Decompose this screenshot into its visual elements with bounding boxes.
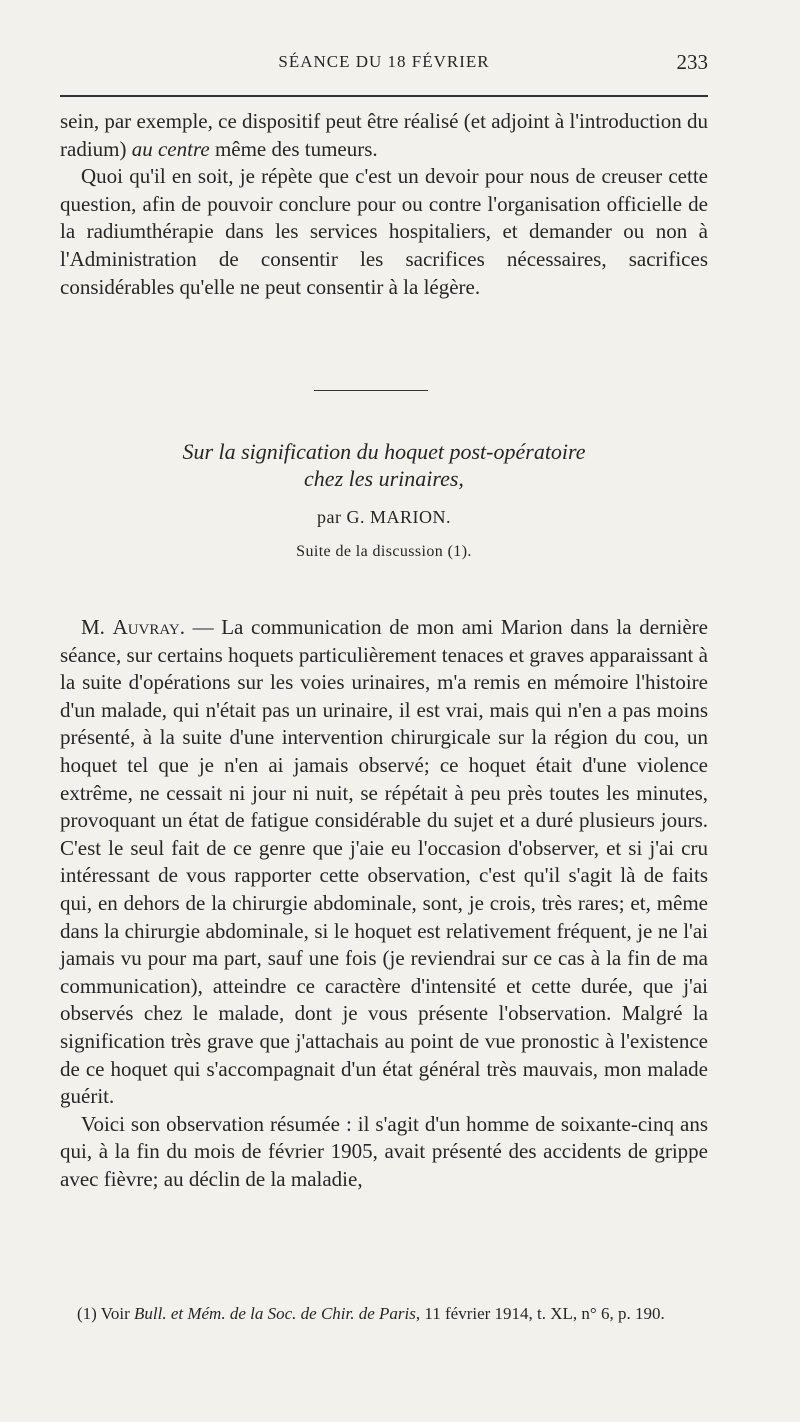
page-number: 233: [676, 50, 708, 74]
article-title: [60, 438, 708, 492]
speaker-name: Auvray: [112, 615, 180, 639]
intro-paragraph-1: sein, par exemple, ce dispositif peut être réalisé (et adjoint à l'introduction du radium) au centre même des tumeurs.: [60, 109, 708, 161]
discussion-paragraph-2: Voici son observation résumée : il s'agit d'un homme de soixante-cinq ans qui, à la fin du mois de février 1905, avait présenté des accidents de grippe avec fièvre; au déclin de la maladie,: [60, 1111, 708, 1191]
section-divider: [314, 390, 428, 391]
discussion-text: [60, 614, 708, 1193]
italic-phrase: au centre: [131, 136, 210, 161]
running-title: SÉANCE DU 18 FÉVRIER: [278, 52, 490, 71]
intro-text: [60, 108, 708, 301]
article-note: Suite de la discussion (1).: [296, 543, 472, 560]
page-header: [60, 52, 708, 76]
header-rule: [60, 95, 708, 97]
article-title-line-1: Sur la signification du hoquet post-opératoire: [182, 439, 586, 464]
footnote: (1) Voir Bull. et Mém. de la Soc. de Chir. de Paris, 11 février 1914, t. XL, n° 6, p. 190.: [77, 1304, 665, 1323]
article-title-line-2: chez les urinaires,: [304, 466, 464, 491]
intro-paragraph-2: Quoi qu'il en soit, je répète que c'est un devoir pour nous de creuser cette question, afin de pouvoir conclure pour ou contre l'organisation officielle de la radiumthérapie dans les services hospitaliers, et demander ou non à l'Administration de consentir les sacrifices nécessaires, sacrifices considérables qu'elle ne peut consentir à la légère.: [60, 164, 708, 299]
footnote-citation: Bull. et Mém. de la Soc. de Chir. de Paris: [134, 1304, 416, 1323]
article-author: par G. MARION.: [317, 507, 451, 527]
discussion-paragraph-1: M. Auvray. — La communication de mon ami Marion dans la dernière séance, sur certains hoquets particulièrement tenaces et graves apparaissant à la suite d'opérations sur les voies urinaires, m'a remis en mémoire l'histoire d'un malade, qui n'était pas un urinaire, il est vrai, mais qui n'en a pas moins présenté, à la suite d'une intervention chirurgicale sur la région du cou, un hoquet tel que je n'en ai jamais observé; ce hoquet était d'une violence extrême, ne cessait ni jour ni nuit, se répétait à peu près toutes les minutes, provoquant un état de fatigue considérable du sujet et a duré plusieurs jours. C'est le seul fait de ce genre que j'aie eu l'occasion d'observer, et si j'ai cru intéressant de vous rapporter cette observation, c'est qu'il s'agit là de faits qui, en dehors de la chirurgie abdominale, sont, je crois, très rares; et, même dans la chirurgie abdominale, si le hoquet est relativement fréquent, je ne l'ai jamais vu pour ma part, sauf une fois (je reviendrai sur ce cas à la fin de ma communication), atteindre ce caractère d'intensité et cette durée, que j'ai observés chez le malade, dont je vous présente l'observation. Malgré la signification très grave que j'attachais au point de vue pronostic à l'existence de ce hoquet qui s'accompagnait d'un état général très mauvais, mon malade guérit.: [60, 615, 708, 1109]
